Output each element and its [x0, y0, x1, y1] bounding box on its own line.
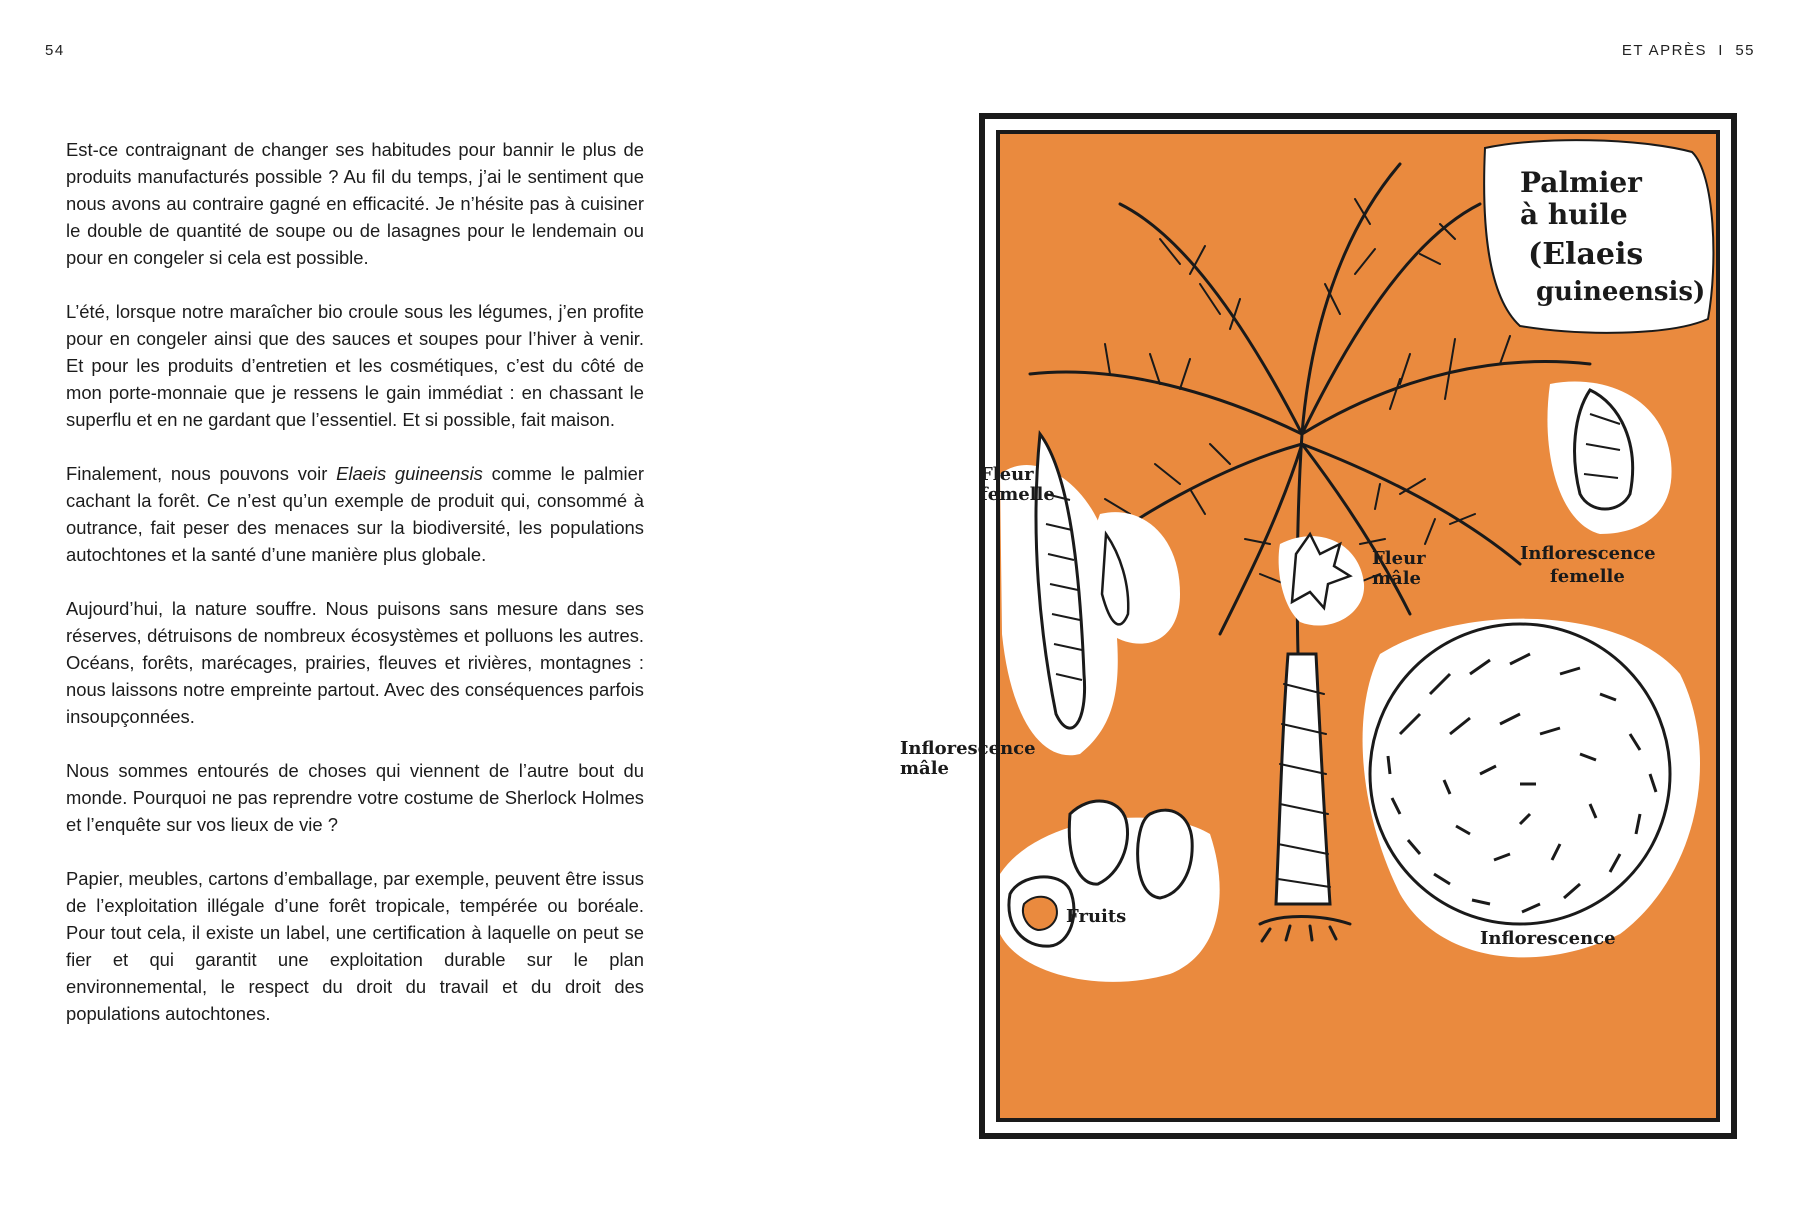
- page-number-left: 54: [45, 42, 65, 59]
- body-text-column: [66, 136, 644, 1054]
- paragraph: L’été, lorsque notre maraîcher bio croule sous les légumes, j’en profite pour en congeler ainsi que des sauces et soupes pour l’hiver à venir. Et pour les produits d’entretien et les cosmétiques, c’est du côté de mon porte-monnaie que je ressens le gain immédiat : en chassant le superflu et en ne gardant que l’essentiel. Et si possible, fait maison.: [66, 301, 644, 430]
- label-female-flower-2: femelle: [980, 484, 1055, 505]
- title-line-4: guineensis): [1536, 277, 1706, 307]
- label-female-inflorescence-1: Inflorescence: [1520, 543, 1656, 564]
- title-line-1: Palmier: [1520, 166, 1642, 199]
- paragraph: Aujourd’hui, la nature souffre. Nous puisons sans mesure dans ses réserves, détruisons de nombreux écosystèmes et polluons les autres. Océans, forêts, marécages, prairies, fleuves et rivières, montagnes : nous laissons notre empreinte partout. Avec des conséquences parfois insoupçonnées.: [66, 598, 644, 727]
- label-female-inflorescence-2: femelle: [1550, 566, 1625, 587]
- label-male-inflorescence-1: Inflorescence: [900, 738, 1036, 759]
- paragraph: Nous sommes entourés de choses qui viennent de l’autre bout du monde. Pourquoi ne pas reprendre votre costume de Sherlock Holmes et l’enquête sur vos lieux de vie ?: [66, 760, 644, 835]
- paragraph: Papier, meubles, cartons d’emballage, par exemple, peuvent être issus de l’exploitation illégale d’une forêt tropicale, tempérée ou boréale. Pour tout cela, il existe un label, une certification à laquelle on peut se fier et qui garantit une exploitation durable sur le plan environnemental, le respect du droit du travail et du droit des populations autochtones.: [66, 868, 644, 1024]
- title-line-2: à huile: [1520, 198, 1628, 231]
- label-male-flower-2: mâle: [1372, 568, 1421, 589]
- paragraph: Finalement, nous pouvons voir Elaeis guineensis comme le palmier cachant la forêt. Ce n’est qu’un exemple de produit qui, consommé à outrance, fait peser des menaces sur la biodiversité, les populations autochtones et la santé d’une manière plus globale.: [66, 463, 644, 565]
- label-male-flower-1: Fleur: [1372, 548, 1426, 569]
- fruit-kernel: [1023, 897, 1057, 930]
- oil-palm-illustration: [900, 114, 1736, 1138]
- title-line-3: (Elaeis: [1528, 237, 1644, 272]
- running-head-separator: I: [1718, 42, 1724, 59]
- label-fruits: Fruits: [1066, 906, 1127, 927]
- label-male-inflorescence-2: mâle: [900, 758, 949, 779]
- running-head-right: [1622, 42, 1755, 59]
- label-female-flower-1: Fleur: [980, 464, 1034, 485]
- species-name-italic: Elaeis guineensis: [336, 463, 483, 484]
- label-inflorescence: Inflorescence: [1480, 928, 1616, 949]
- running-head-title: ET APRÈS: [1621, 42, 1707, 59]
- paragraph: Est-ce contraignant de changer ses habitudes pour bannir le plus de produits manufacturés possible ? Au fil du temps, j’ai le sentiment que nous avons au contraire gagné en efficacité. Je n’hésite pas à cuisiner le double de quantité de soupe ou de lasagnes pour le lendemain ou pour en congeler si cela est possible.: [66, 139, 644, 268]
- page-number-right: 55: [1735, 42, 1755, 59]
